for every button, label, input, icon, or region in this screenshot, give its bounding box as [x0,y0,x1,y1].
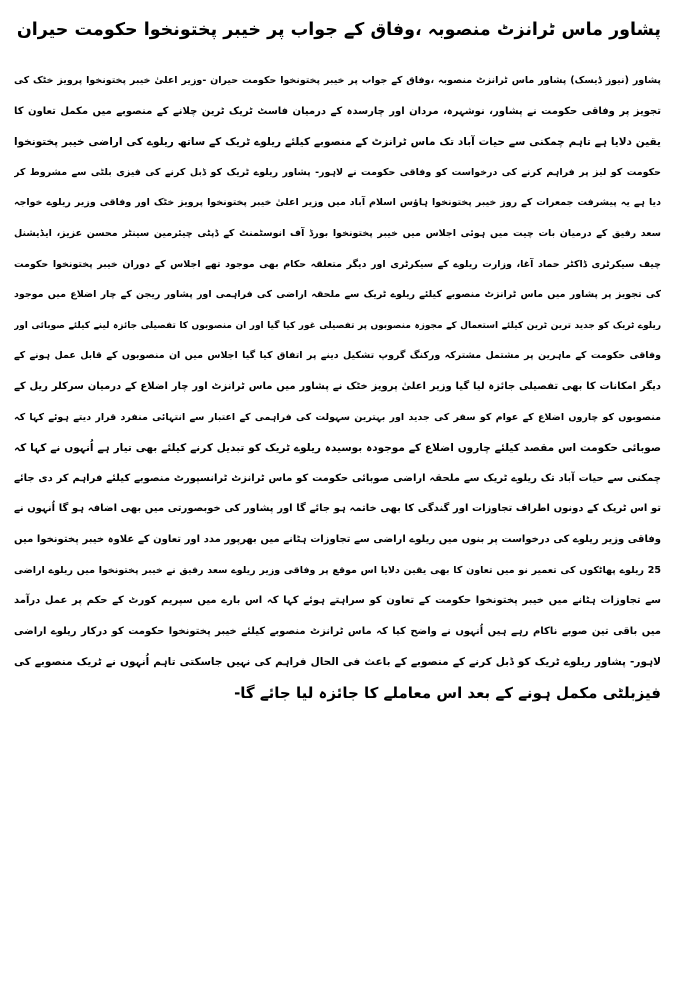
article-line: وفاقی وزیر ریلوے کی درخواست پر بنوں میں ریلوے اراضی سے تجاوزات ہٹانے میں بھرپور مدد اور تعاون کے علاوہ خیبر پختونخوا میں [14,533,661,545]
article-line: منصوبوں کو چاروں اضلاع کے عوام کو سفر کی جدید اور بہترین سہولت کی فراہمی کے اعتبار سے انتہائی منفرد قرار دیتے ہوئے کہا کہ [14,411,661,423]
article-line: سعد رفیق کے درمیان بات چیت میں ہوئی اجلاس میں خیبر پختونخوا بورڈ آف انوسٹمنٹ کے ڈپٹی چیئرمین سینٹر محسن عزیز، ایڈیشنل [14,227,661,239]
article-line: چمکنی سے حیات آباد تک ریلوے ٹریک سے ملحقہ اراضی صوبائی حکومت کو ماس ٹرانزٹ ٹرانسپورٹ منصوبے کیلئے فراہم کر دی جائے [14,472,661,484]
article-line: صوبائی حکومت اس مقصد کیلئے چاروں اضلاع کے موجودہ بوسیدہ ریلوے ٹریک کو تبدیل کرنے کیلئے بھی تیار ہے اُنہوں نے کہا کہ [14,442,661,455]
article-line: دیا ہے یہ پیشرفت جمعرات کے روز خیبر پختونخوا ہاؤس اسلام آباد میں وزیر اعلیٰ خیبر پختونخوا پرویز خٹک اور وفاقی وزیر ریلوے خواجہ [14,197,661,209]
article-line: کی تجویز پر پشاور میں ماس ٹرانزٹ منصوبے کیلئے ریلوے ٹریک سے ملحقہ اراضی کی فراہمی اور پشاور ریجن کے چار اضلاع میں موجود [14,289,661,301]
article-line: چیف سیکرٹری ڈاکٹر حماد آغا، وزارت ریلوے کے سیکرٹری اور دیگر متعلقہ حکام بھی موجود تھے اجلاس کے دوران خیبر پختونخوا حکومت [14,258,661,270]
article-body [14,66,661,708]
article-line: ریلوے ٹریک کو جدید ترین ٹرین کیلئے استعمال کے مجوزہ منصوبوں پر تفصیلی غور کیا گیا اور ان منصوبوں کا تفصیلی جائزہ لینے کیلئے صوبائی اور [14,320,661,331]
article-line: تو اس ٹریک کے دونوں اطراف تجاوزات اور گندگی کا بھی خاتمہ ہو جائے گا اور پشاور کی خوبصورتی میں بھی اضافہ ہو گا اُنہوں نے [14,503,661,515]
article-line: تجویز پر وفاقی حکومت نے پشاور، نوشہرہ، مردان اور چارسدہ کے درمیان فاسٹ ٹریک ٹرین چلانے کے منصوبے میں مکمل تعاون کا [14,105,661,117]
article-line: میں باقی تین صوبے ناکام رہے ہیں اُنہوں نے واضح کیا کہ ماس ٹرانزٹ منصوبے کیلئے خیبر پختونخوا حکومت کو درکار ریلوے اراضی [14,625,661,637]
article-line: پشاور (نیوز ڈیسک) پشاور ماس ٹرانزٹ منصوبہ ،وفاق کے جواب پر خیبر پختونخوا حکومت حیران -وزیر اعلیٰ خیبر پختونخوا پرویز خٹک کی [14,75,661,86]
article-line: 25 ریلوے پھاٹکوں کی تعمیر نو میں تعاون کا بھی یقین دلایا اس موقع پر وفاقی وزیر ریلوے سعد رفیق نے خیبر پختونخوا میں ریلوے اراضی [14,564,661,576]
article-line: دیگر امکانات کا بھی تفصیلی جائزہ لیا گیا وزیر اعلیٰ پرویز خٹک نے پشاور میں ماس ٹرانزٹ اور چار اضلاع کے درمیان سرکلر ریل کے [14,380,661,392]
article-line: حکومت کو لیز پر فراہم کرنے کی درخواست کو وفاقی حکومت نے لاہور- پشاور ریلوے ٹریک کو ڈبل کرنے کی فیزی بلٹی سے مشروط کر [14,166,661,178]
article-line: وفاقی حکومت کے ماہرین پر مشتمل مشترکہ ورکنگ گروپ تشکیل دینے پر اتفاق کیا گیا اجلاس میں ان منصوبوں کے قابل عمل ہونے کے [14,350,661,362]
article-headline: پشاور ماس ٹرانزٹ منصوبہ ،وفاق کے جواب پر خیبر پختونخوا حکومت حیران [16,20,661,40]
article-line: لاہور- پشاور ریلوے ٹریک کو ڈبل کرنے کے منصوبے کے باعث فی الحال فراہم کی نہیں جاسکتی تاہم اُنہوں نے ٹریک منصوبے کی [14,656,661,669]
article-line: سے تجاوزات ہٹانے میں خیبر پختونخوا حکومت کے تعاون کو سراہتے ہوئے کہا کہ اس بارے میں سپریم کورٹ کے حکم پر عمل درآمد [14,595,661,607]
article-line: فیزبلٹی مکمل ہونے کے بعد اس معاملے کا جائزہ لیا جائے گا- [234,683,661,702]
article-line: یقین دلایا ہے تاہم چمکنی سے حیات آباد تک ماس ٹرانزٹ کے منصوبے کیلئے ریلوے ٹریک کے ساتھ ریلوے کی اراضی خیبر پختونخوا [14,136,661,149]
